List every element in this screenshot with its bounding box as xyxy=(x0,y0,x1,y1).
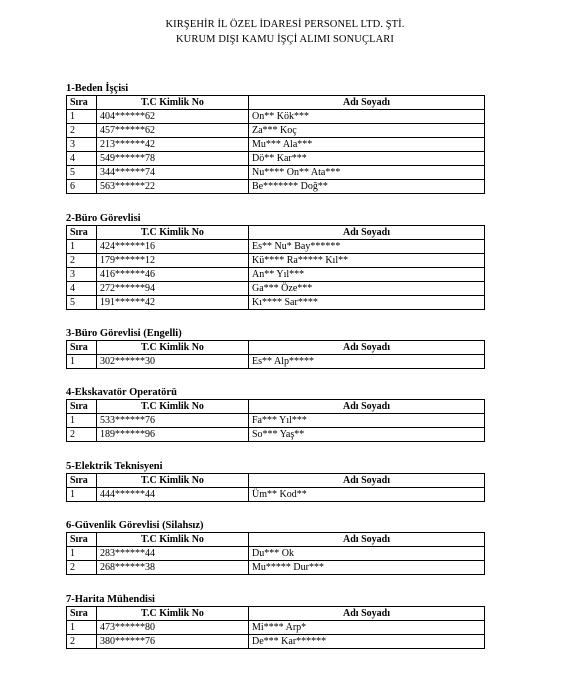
name-cell: Es** Alp***** xyxy=(249,355,485,369)
tc-cell: 380******76 xyxy=(97,635,249,649)
name-cell: Dö** Kar*** xyxy=(249,152,485,166)
table-row xyxy=(67,428,485,442)
tc-header: T.C Kimlik No xyxy=(97,474,249,488)
name-cell: Mu*** Ala*** xyxy=(249,138,485,152)
section-title: 4-Ekskavatör Operatörü xyxy=(66,387,177,398)
section-title: 7-Harita Mühendisi xyxy=(66,594,155,605)
sira-cell: 3 xyxy=(67,138,97,152)
name-header: Adı Soyadı xyxy=(249,607,485,621)
table-row xyxy=(67,110,485,124)
tc-cell: 457******62 xyxy=(97,124,249,138)
table-row xyxy=(67,152,485,166)
section xyxy=(66,82,484,194)
results-table xyxy=(66,225,485,310)
tc-header: T.C Kimlik No xyxy=(97,533,249,547)
table-row xyxy=(67,180,485,194)
table-row xyxy=(67,547,485,561)
sira-cell: 6 xyxy=(67,180,97,194)
tc-cell: 302******30 xyxy=(97,355,249,369)
name-header: Adı Soyadı xyxy=(249,474,485,488)
sira-header: Sıra xyxy=(67,533,97,547)
sira-header: Sıra xyxy=(67,474,97,488)
table-row xyxy=(67,268,485,282)
section xyxy=(66,593,484,649)
table-row xyxy=(67,621,485,635)
name-cell: On** Kök*** xyxy=(249,110,485,124)
results-table xyxy=(66,606,485,649)
table-row xyxy=(67,124,485,138)
table-header-row xyxy=(67,341,485,355)
tc-header: T.C Kimlik No xyxy=(97,226,249,240)
sira-cell: 1 xyxy=(67,488,97,502)
sira-header: Sıra xyxy=(67,226,97,240)
tc-header: T.C Kimlik No xyxy=(97,96,249,110)
table-header-row xyxy=(67,226,485,240)
name-cell: Du*** Ok xyxy=(249,547,485,561)
table-row xyxy=(67,282,485,296)
sira-header: Sıra xyxy=(67,400,97,414)
tc-header: T.C Kimlik No xyxy=(97,607,249,621)
name-cell: Kü**** Ra***** Kıl** xyxy=(249,254,485,268)
tc-cell: 191******42 xyxy=(97,296,249,310)
section-title: 3-Büro Görevlisi (Engelli) xyxy=(66,328,182,339)
results-table xyxy=(66,399,485,442)
tc-cell: 404******62 xyxy=(97,110,249,124)
name-cell: Kı**** Sar**** xyxy=(249,296,485,310)
table-row xyxy=(67,561,485,575)
name-cell: Fa*** Yıl*** xyxy=(249,414,485,428)
document-header xyxy=(0,17,570,47)
section-title: 5-Elektrik Teknisyeni xyxy=(66,461,163,472)
table-header-row xyxy=(67,474,485,488)
sira-cell: 1 xyxy=(67,547,97,561)
tc-cell: 563******22 xyxy=(97,180,249,194)
name-cell: Üm** Kod** xyxy=(249,488,485,502)
name-cell: Za*** Koç xyxy=(249,124,485,138)
results-table xyxy=(66,473,485,502)
section xyxy=(66,327,484,369)
table-row xyxy=(67,635,485,649)
tc-cell: 549******78 xyxy=(97,152,249,166)
sira-cell: 4 xyxy=(67,282,97,296)
table-header-row xyxy=(67,400,485,414)
results-sections xyxy=(66,82,484,649)
sira-cell: 2 xyxy=(67,635,97,649)
sira-cell: 2 xyxy=(67,124,97,138)
sira-cell: 3 xyxy=(67,268,97,282)
name-header: Adı Soyadı xyxy=(249,400,485,414)
section-title: 2-Büro Görevlisi xyxy=(66,213,141,224)
name-cell: So*** Yaş** xyxy=(249,428,485,442)
table-row xyxy=(67,240,485,254)
name-cell: Mi**** Arp* xyxy=(249,621,485,635)
section-title: 6-Güvenlik Görevlisi (Silahsız) xyxy=(66,520,204,531)
tc-cell: 473******80 xyxy=(97,621,249,635)
section-title: 1-Beden İşçisi xyxy=(66,83,129,94)
results-table xyxy=(66,95,485,194)
sira-cell: 1 xyxy=(67,414,97,428)
tc-cell: 272******94 xyxy=(97,282,249,296)
sira-cell: 1 xyxy=(67,110,97,124)
name-header: Adı Soyadı xyxy=(249,96,485,110)
name-cell: Be******* Doğ** xyxy=(249,180,485,194)
tc-header: T.C Kimlik No xyxy=(97,341,249,355)
sira-cell: 5 xyxy=(67,166,97,180)
name-header: Adı Soyadı xyxy=(249,341,485,355)
section xyxy=(66,212,484,310)
header-subtitle: KURUM DIŞI KAMU İŞÇİ ALIMI SONUÇLARI xyxy=(176,34,394,45)
tc-cell: 179******12 xyxy=(97,254,249,268)
sira-cell: 2 xyxy=(67,428,97,442)
tc-cell: 533******76 xyxy=(97,414,249,428)
section xyxy=(66,460,484,502)
table-header-row xyxy=(67,96,485,110)
table-row xyxy=(67,414,485,428)
tc-cell: 424******16 xyxy=(97,240,249,254)
section xyxy=(66,386,484,442)
name-cell: Nu**** On** Ata*** xyxy=(249,166,485,180)
table-row xyxy=(67,488,485,502)
tc-cell: 189******96 xyxy=(97,428,249,442)
tc-cell: 416******46 xyxy=(97,268,249,282)
name-header: Adı Soyadı xyxy=(249,533,485,547)
tc-cell: 213******42 xyxy=(97,138,249,152)
name-header: Adı Soyadı xyxy=(249,226,485,240)
sira-cell: 1 xyxy=(67,355,97,369)
sira-cell: 5 xyxy=(67,296,97,310)
sira-header: Sıra xyxy=(67,96,97,110)
sira-header: Sıra xyxy=(67,341,97,355)
table-row xyxy=(67,254,485,268)
name-cell: An** Yıl*** xyxy=(249,268,485,282)
sira-cell: 1 xyxy=(67,621,97,635)
table-header-row xyxy=(67,533,485,547)
sira-header: Sıra xyxy=(67,607,97,621)
header-title: KIRŞEHİR İL ÖZEL İDARESİ PERSONEL LTD. ŞTİ. xyxy=(165,19,405,30)
tc-cell: 444******44 xyxy=(97,488,249,502)
tc-cell: 268******38 xyxy=(97,561,249,575)
table-row xyxy=(67,355,485,369)
table-row xyxy=(67,296,485,310)
sira-cell: 2 xyxy=(67,561,97,575)
name-cell: Ga*** Öze*** xyxy=(249,282,485,296)
table-header-row xyxy=(67,607,485,621)
tc-cell: 344******74 xyxy=(97,166,249,180)
sira-cell: 1 xyxy=(67,240,97,254)
tc-cell: 283******44 xyxy=(97,547,249,561)
section xyxy=(66,519,484,575)
table-row xyxy=(67,138,485,152)
name-cell: Mu***** Dur*** xyxy=(249,561,485,575)
results-table xyxy=(66,532,485,575)
sira-cell: 2 xyxy=(67,254,97,268)
results-table xyxy=(66,340,485,369)
name-cell: Es** Nu* Bay****** xyxy=(249,240,485,254)
tc-header: T.C Kimlik No xyxy=(97,400,249,414)
sira-cell: 4 xyxy=(67,152,97,166)
table-row xyxy=(67,166,485,180)
name-cell: De*** Kar****** xyxy=(249,635,485,649)
